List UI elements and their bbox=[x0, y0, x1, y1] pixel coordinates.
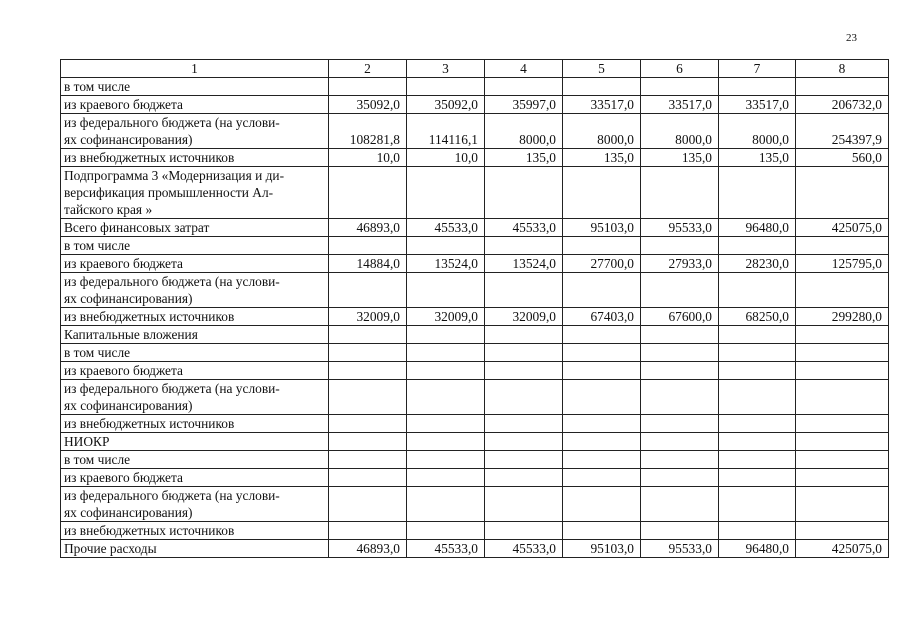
value-cell bbox=[485, 362, 563, 380]
value-cell bbox=[329, 273, 407, 308]
value-cell: 13524,0 bbox=[485, 255, 563, 273]
value-cell: 135,0 bbox=[563, 149, 641, 167]
value-cell: 33517,0 bbox=[641, 96, 719, 114]
table-header-row bbox=[61, 60, 889, 78]
value-cell: 45533,0 bbox=[407, 219, 485, 237]
row-label: НИОКР bbox=[61, 433, 329, 451]
value-cell: 96480,0 bbox=[719, 540, 796, 558]
table-row bbox=[61, 96, 889, 114]
value-cell: 560,0 bbox=[796, 149, 889, 167]
value-cell bbox=[563, 344, 641, 362]
value-cell: 35092,0 bbox=[407, 96, 485, 114]
value-cell bbox=[796, 273, 889, 308]
value-cell bbox=[407, 522, 485, 540]
value-cell bbox=[719, 362, 796, 380]
table-row bbox=[61, 149, 889, 167]
value-cell: 135,0 bbox=[719, 149, 796, 167]
value-cell bbox=[329, 344, 407, 362]
value-cell bbox=[485, 326, 563, 344]
value-cell bbox=[719, 522, 796, 540]
value-cell: 96480,0 bbox=[719, 219, 796, 237]
value-cell bbox=[796, 415, 889, 433]
table-row bbox=[61, 219, 889, 237]
table-row bbox=[61, 273, 889, 308]
column-number-header: 6 bbox=[641, 60, 719, 78]
value-cell: 33517,0 bbox=[563, 96, 641, 114]
value-cell: 8000,0 bbox=[563, 114, 641, 149]
value-cell bbox=[641, 451, 719, 469]
value-cell bbox=[563, 237, 641, 255]
value-cell: 46893,0 bbox=[329, 540, 407, 558]
value-cell bbox=[563, 273, 641, 308]
value-cell bbox=[796, 78, 889, 96]
row-label: из краевого бюджета bbox=[61, 362, 329, 380]
value-cell bbox=[407, 344, 485, 362]
table-row bbox=[61, 415, 889, 433]
value-cell bbox=[329, 237, 407, 255]
row-label: в том числе bbox=[61, 451, 329, 469]
value-cell bbox=[329, 433, 407, 451]
value-cell: 125795,0 bbox=[796, 255, 889, 273]
value-cell bbox=[719, 326, 796, 344]
value-cell bbox=[719, 273, 796, 308]
value-cell bbox=[641, 415, 719, 433]
value-cell: 33517,0 bbox=[719, 96, 796, 114]
value-cell bbox=[641, 469, 719, 487]
value-cell: 32009,0 bbox=[407, 308, 485, 326]
page-number: 23 bbox=[846, 32, 857, 44]
table-row bbox=[61, 540, 889, 558]
table-row bbox=[61, 308, 889, 326]
value-cell bbox=[641, 433, 719, 451]
value-cell bbox=[329, 326, 407, 344]
row-label: Всего финансовых затрат bbox=[61, 219, 329, 237]
value-cell bbox=[563, 433, 641, 451]
value-cell bbox=[719, 415, 796, 433]
row-label: из краевого бюджета bbox=[61, 469, 329, 487]
value-cell bbox=[407, 78, 485, 96]
value-cell bbox=[563, 522, 641, 540]
value-cell bbox=[796, 469, 889, 487]
table-row bbox=[61, 362, 889, 380]
value-cell: 8000,0 bbox=[719, 114, 796, 149]
value-cell: 35092,0 bbox=[329, 96, 407, 114]
value-cell: 68250,0 bbox=[719, 308, 796, 326]
column-number-header: 7 bbox=[719, 60, 796, 78]
row-label: из внебюджетных источников bbox=[61, 149, 329, 167]
value-cell: 10,0 bbox=[329, 149, 407, 167]
column-number-header: 5 bbox=[563, 60, 641, 78]
value-cell bbox=[485, 344, 563, 362]
value-cell: 28230,0 bbox=[719, 255, 796, 273]
value-cell: 425075,0 bbox=[796, 540, 889, 558]
value-cell bbox=[719, 469, 796, 487]
table-row bbox=[61, 255, 889, 273]
value-cell bbox=[641, 362, 719, 380]
value-cell: 46893,0 bbox=[329, 219, 407, 237]
row-label: из краевого бюджета bbox=[61, 255, 329, 273]
value-cell bbox=[485, 415, 563, 433]
table-row bbox=[61, 167, 889, 219]
value-cell: 8000,0 bbox=[485, 114, 563, 149]
row-label: из краевого бюджета bbox=[61, 96, 329, 114]
value-cell bbox=[407, 469, 485, 487]
column-number-header: 3 bbox=[407, 60, 485, 78]
value-cell bbox=[719, 344, 796, 362]
table-row bbox=[61, 522, 889, 540]
value-cell bbox=[719, 380, 796, 415]
value-cell bbox=[641, 237, 719, 255]
row-label: в том числе bbox=[61, 237, 329, 255]
value-cell bbox=[563, 415, 641, 433]
value-cell: 35997,0 bbox=[485, 96, 563, 114]
value-cell bbox=[641, 78, 719, 96]
value-cell bbox=[719, 433, 796, 451]
value-cell bbox=[719, 487, 796, 522]
value-cell: 254397,9 bbox=[796, 114, 889, 149]
value-cell bbox=[407, 326, 485, 344]
value-cell bbox=[641, 326, 719, 344]
value-cell: 27700,0 bbox=[563, 255, 641, 273]
value-cell bbox=[485, 433, 563, 451]
value-cell bbox=[796, 237, 889, 255]
value-cell: 95533,0 bbox=[641, 219, 719, 237]
value-cell bbox=[641, 380, 719, 415]
value-cell: 67403,0 bbox=[563, 308, 641, 326]
value-cell bbox=[407, 433, 485, 451]
value-cell bbox=[796, 326, 889, 344]
value-cell bbox=[563, 469, 641, 487]
value-cell bbox=[796, 380, 889, 415]
value-cell: 32009,0 bbox=[329, 308, 407, 326]
value-cell bbox=[796, 362, 889, 380]
row-label: в том числе bbox=[61, 344, 329, 362]
value-cell: 114116,1 bbox=[407, 114, 485, 149]
value-cell bbox=[641, 487, 719, 522]
value-cell bbox=[563, 487, 641, 522]
value-cell: 45533,0 bbox=[407, 540, 485, 558]
row-label: из федерального бюджета (на услови- ях софинансирования) bbox=[61, 380, 329, 415]
value-cell bbox=[329, 167, 407, 219]
value-cell bbox=[329, 415, 407, 433]
value-cell bbox=[329, 451, 407, 469]
table-row bbox=[61, 380, 889, 415]
value-cell bbox=[796, 433, 889, 451]
row-label: из федерального бюджета (на услови- ях софинансирования) bbox=[61, 273, 329, 308]
value-cell bbox=[407, 237, 485, 255]
value-cell bbox=[329, 380, 407, 415]
value-cell bbox=[563, 167, 641, 219]
value-cell: 135,0 bbox=[485, 149, 563, 167]
value-cell bbox=[719, 237, 796, 255]
value-cell: 95103,0 bbox=[563, 540, 641, 558]
table-row bbox=[61, 326, 889, 344]
row-label: Прочие расходы bbox=[61, 540, 329, 558]
table-row bbox=[61, 469, 889, 487]
value-cell bbox=[407, 362, 485, 380]
value-cell bbox=[407, 415, 485, 433]
row-label: из внебюджетных источников bbox=[61, 522, 329, 540]
row-label: из внебюджетных источников bbox=[61, 308, 329, 326]
value-cell bbox=[485, 273, 563, 308]
value-cell bbox=[719, 167, 796, 219]
table-row bbox=[61, 78, 889, 96]
row-label: Капитальные вложения bbox=[61, 326, 329, 344]
row-label: в том числе bbox=[61, 78, 329, 96]
value-cell: 14884,0 bbox=[329, 255, 407, 273]
value-cell bbox=[407, 167, 485, 219]
value-cell bbox=[641, 522, 719, 540]
value-cell bbox=[719, 78, 796, 96]
value-cell bbox=[329, 78, 407, 96]
value-cell bbox=[641, 273, 719, 308]
value-cell: 67600,0 bbox=[641, 308, 719, 326]
value-cell: 45533,0 bbox=[485, 219, 563, 237]
value-cell bbox=[329, 522, 407, 540]
value-cell bbox=[329, 362, 407, 380]
value-cell bbox=[563, 380, 641, 415]
table-row bbox=[61, 344, 889, 362]
table-row bbox=[61, 451, 889, 469]
row-label: из федерального бюджета (на услови- ях софинансирования) bbox=[61, 114, 329, 149]
column-number-header: 8 bbox=[796, 60, 889, 78]
row-label: из внебюджетных источников bbox=[61, 415, 329, 433]
value-cell bbox=[796, 522, 889, 540]
value-cell: 10,0 bbox=[407, 149, 485, 167]
value-cell: 13524,0 bbox=[407, 255, 485, 273]
value-cell: 425075,0 bbox=[796, 219, 889, 237]
value-cell: 45533,0 bbox=[485, 540, 563, 558]
table-row bbox=[61, 237, 889, 255]
value-cell bbox=[563, 326, 641, 344]
value-cell: 27933,0 bbox=[641, 255, 719, 273]
value-cell bbox=[485, 237, 563, 255]
value-cell bbox=[563, 451, 641, 469]
value-cell bbox=[485, 487, 563, 522]
value-cell: 206732,0 bbox=[796, 96, 889, 114]
value-cell bbox=[329, 469, 407, 487]
value-cell: 299280,0 bbox=[796, 308, 889, 326]
value-cell bbox=[485, 522, 563, 540]
value-cell bbox=[407, 380, 485, 415]
value-cell: 95533,0 bbox=[641, 540, 719, 558]
value-cell bbox=[563, 362, 641, 380]
value-cell: 8000,0 bbox=[641, 114, 719, 149]
value-cell bbox=[796, 451, 889, 469]
value-cell bbox=[796, 344, 889, 362]
value-cell bbox=[563, 78, 641, 96]
value-cell bbox=[485, 451, 563, 469]
value-cell bbox=[485, 380, 563, 415]
value-cell bbox=[485, 469, 563, 487]
value-cell bbox=[485, 78, 563, 96]
table-row bbox=[61, 433, 889, 451]
table-row bbox=[61, 487, 889, 522]
value-cell bbox=[329, 487, 407, 522]
value-cell bbox=[641, 344, 719, 362]
value-cell: 135,0 bbox=[641, 149, 719, 167]
budget-table bbox=[60, 59, 889, 558]
column-number-header: 1 bbox=[61, 60, 329, 78]
value-cell bbox=[485, 167, 563, 219]
column-number-header: 2 bbox=[329, 60, 407, 78]
value-cell bbox=[407, 273, 485, 308]
value-cell: 108281,8 bbox=[329, 114, 407, 149]
row-label: из федерального бюджета (на услови- ях софинансирования) bbox=[61, 487, 329, 522]
value-cell bbox=[719, 451, 796, 469]
value-cell bbox=[407, 451, 485, 469]
row-label: Подпрограмма 3 «Модернизация и ди- версификация промышленности Ал- тайского края » bbox=[61, 167, 329, 219]
table-row bbox=[61, 114, 889, 149]
column-number-header: 4 bbox=[485, 60, 563, 78]
value-cell bbox=[796, 167, 889, 219]
value-cell bbox=[641, 167, 719, 219]
value-cell: 95103,0 bbox=[563, 219, 641, 237]
value-cell bbox=[407, 487, 485, 522]
value-cell: 32009,0 bbox=[485, 308, 563, 326]
value-cell bbox=[796, 487, 889, 522]
